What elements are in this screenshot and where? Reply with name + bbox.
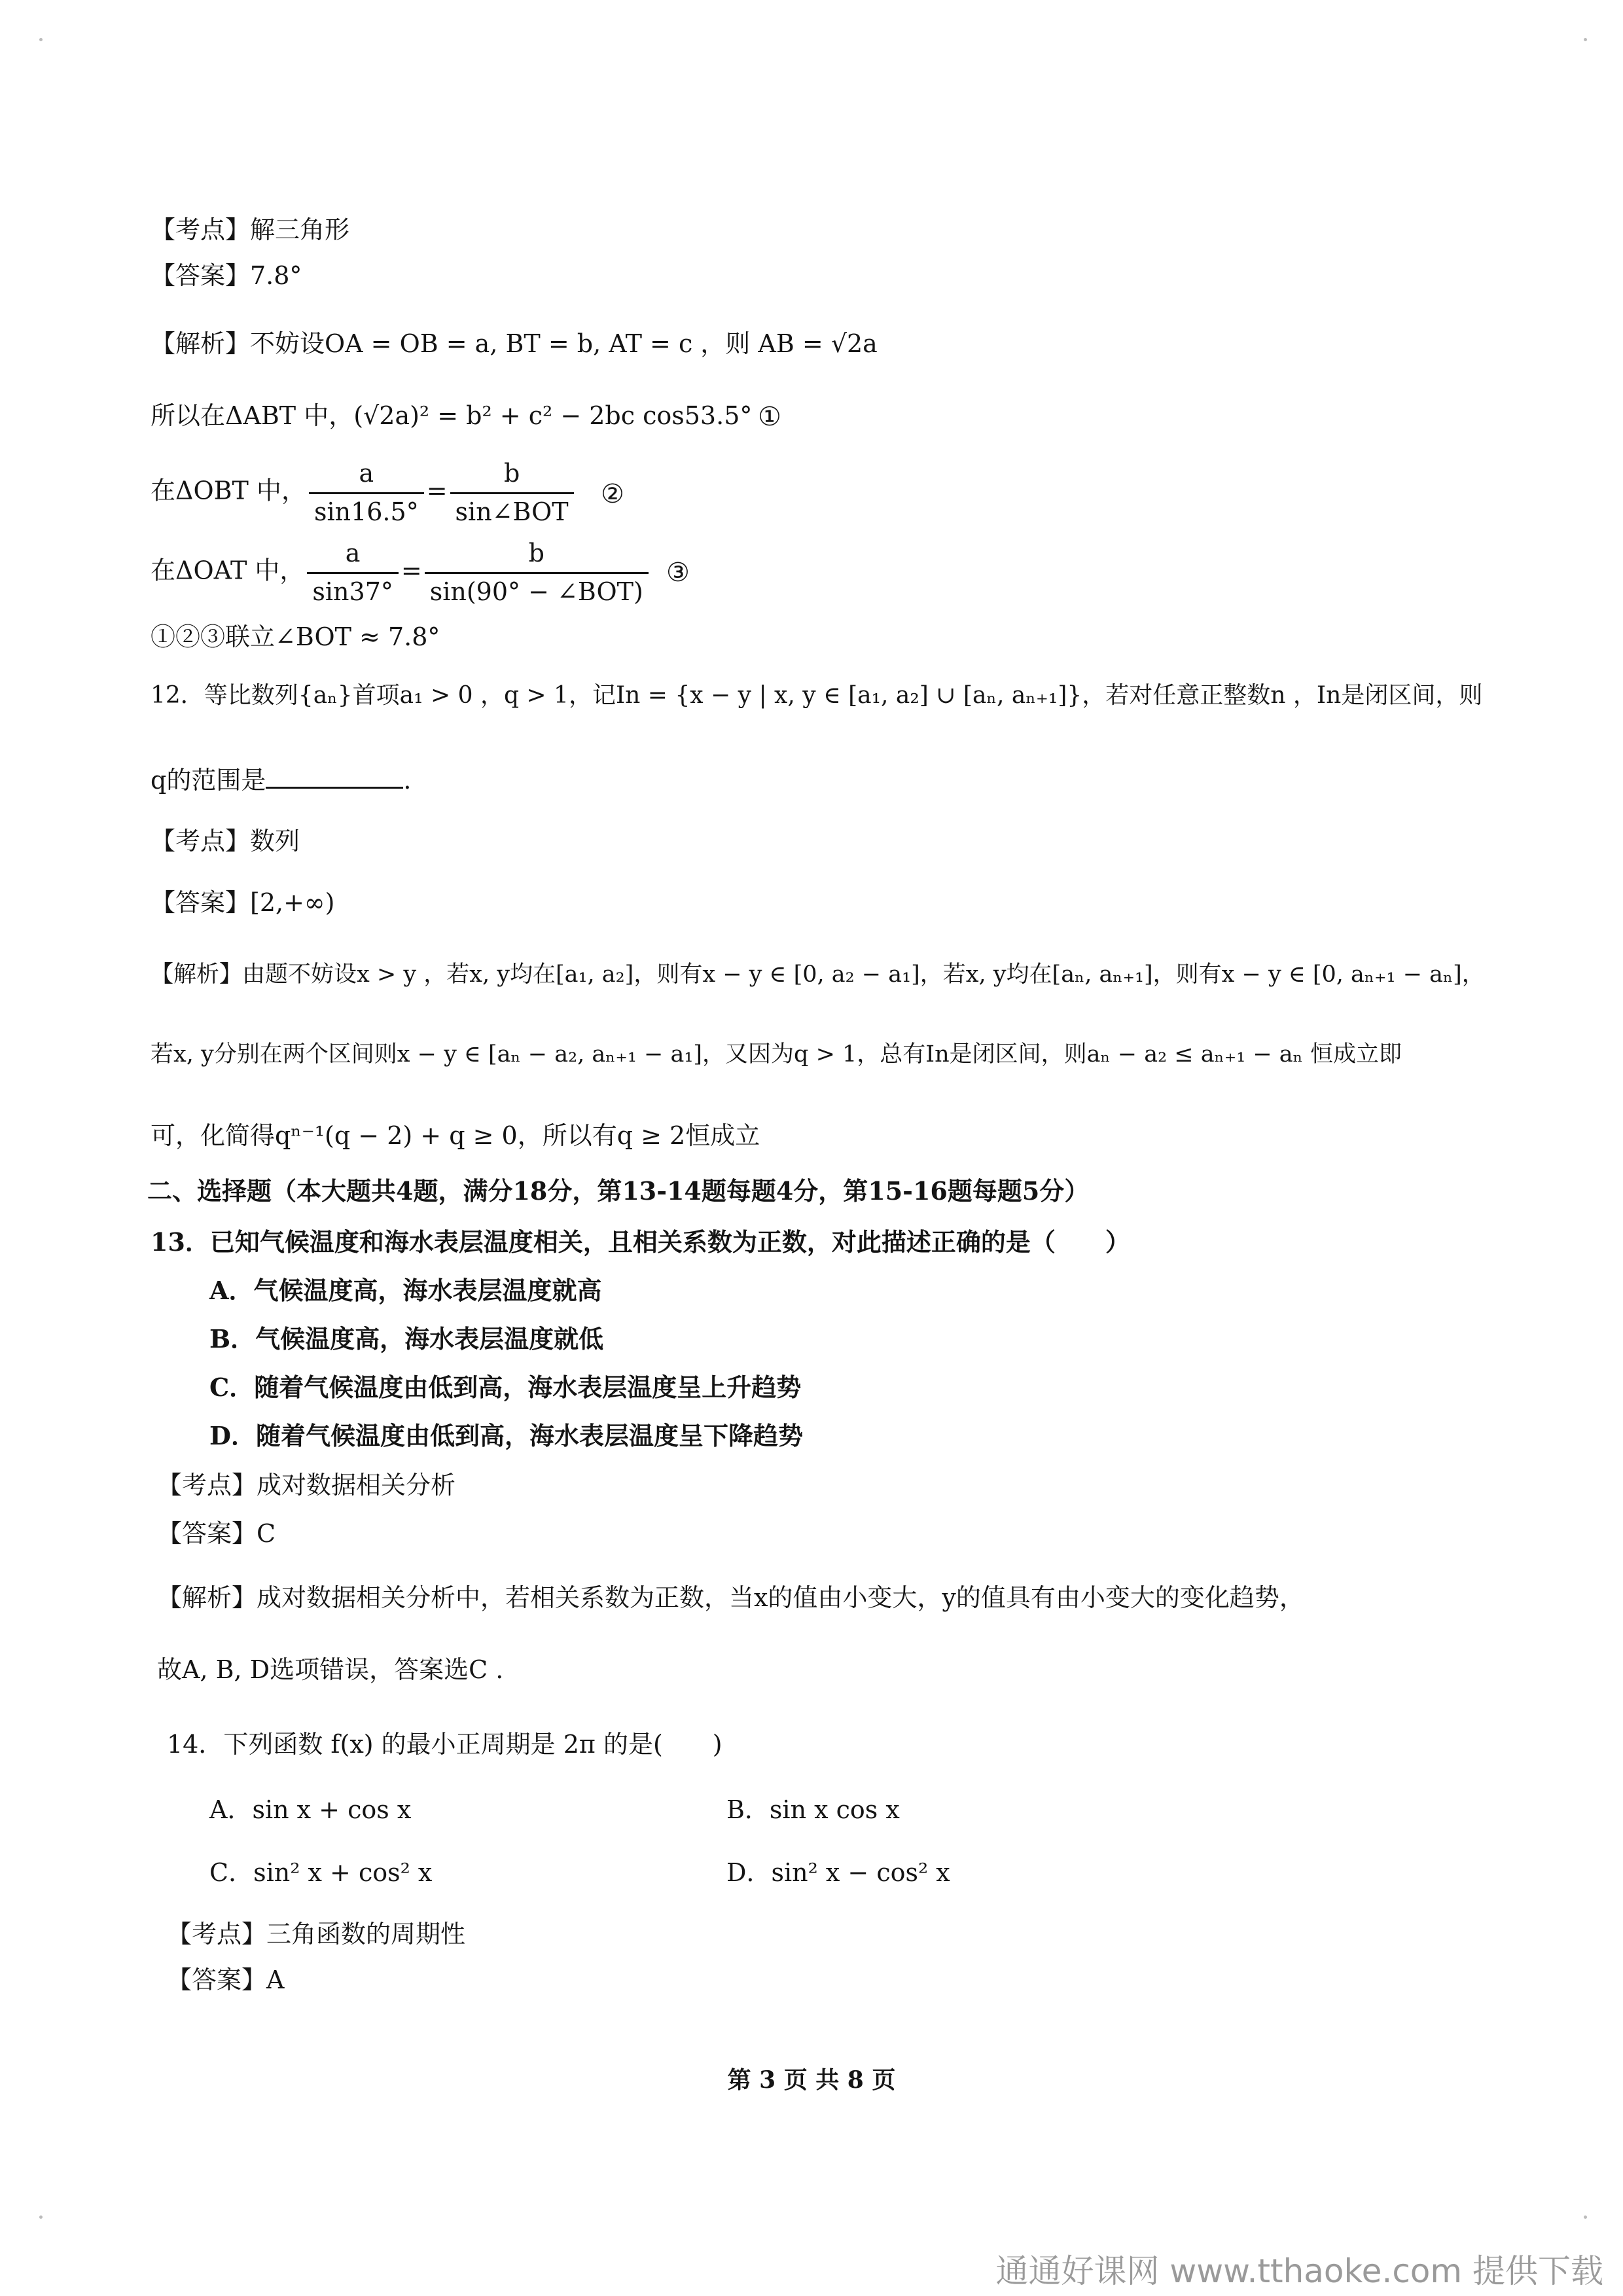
page-number: 第 3 页 共 8 页 <box>727 2066 896 2094</box>
equals: = <box>401 556 422 585</box>
q11-line1: 所以在ΔABT 中，(√2a)² = b² + c² − 2bc cos53.5° <box>151 401 753 430</box>
q14-stem: 14．下列函数 f(x) 的最小正周期是 2π 的是( ) <box>167 1730 722 1759</box>
scan-mark <box>1584 2215 1587 2219</box>
q13-option-b: B．气候温度高，海水表层温度就低 <box>209 1324 604 1354</box>
q14-answer: 【答案】A <box>167 1965 285 1994</box>
q11-line4: ①②③联立∠BOT ≈ 7.8° <box>151 622 440 651</box>
watermark: 通通好课网 www.tthaoke.com 提供下载 <box>995 2252 1603 2290</box>
q13-option-c: C．随着气候温度由低到高，海水表层温度呈上升趋势 <box>209 1372 802 1402</box>
q14-kaodian: 【考点】三角函数的周期性 <box>167 1920 466 1948</box>
q13-kaodian: 【考点】成对数据相关分析 <box>157 1471 456 1499</box>
q12-stem-prefix: q的范围是 <box>151 766 266 795</box>
scan-mark <box>39 2215 43 2219</box>
q13-answer: 【答案】C <box>157 1519 276 1548</box>
answer-blank <box>266 764 403 789</box>
scan-mark <box>1584 38 1587 41</box>
fraction <box>425 538 649 607</box>
q13-option-d: D．随着气候温度由低到高，海水表层温度呈下降趋势 <box>209 1421 803 1450</box>
fraction <box>309 458 424 528</box>
q13-jiexi-1: 【解析】成对数据相关分析中，若相关系数为正数，当x的值由小变大，y的值具有由小变大的变化趋势， <box>157 1583 1304 1612</box>
denominator: sin(90° − ∠BOT) <box>429 577 643 606</box>
q12-answer: 【答案】[2,+∞) <box>151 888 335 917</box>
q14-option-d: D．sin² x − cos² x <box>726 1858 950 1887</box>
mark-3: ③ <box>666 558 690 588</box>
q11-kaodian: 【考点】解三角形 <box>151 215 350 244</box>
q13-jiexi-2: 故A, B, D选项错误，答案选C . <box>157 1655 504 1684</box>
fraction <box>450 458 574 528</box>
q11-jiexi: 【解析】不妨设OA = OB = a, BT = b, AT = c ，则 AB = √2a <box>151 329 878 358</box>
q12-stem: 12．等比数列{aₙ}首项a₁ > 0 ，q > 1，记In = {x − y | x, y ∈ [a₁, a₂] ∪ [aₙ, aₙ₊₁]}，若对任意正整数n ，In是闭区间，则 <box>151 682 1483 709</box>
q12-stem-suffix: . <box>403 766 412 795</box>
q12-jiexi-1: 【解析】由题不妨设x > y ，若x, y均在[a₁, a₂]，则有x − y ∈ [0, a₂ − a₁]，若x, y均在[aₙ, aₙ₊₁]，则有x − y ∈ [0, aₙ₊₁ − aₙ]， <box>151 961 1485 988</box>
q14-option-a: A．sin x + cos x <box>209 1795 412 1824</box>
section-heading: 二、选择题（本大题共4题，满分18分，第13-14题每题4分，第15-16题每题5分） <box>147 1176 1090 1206</box>
denominator: sin16.5° <box>313 497 419 526</box>
denominator: sin37° <box>312 577 393 606</box>
q12-stem-2 <box>151 764 411 797</box>
line3-prefix: 在ΔOAT 中， <box>151 556 305 585</box>
numerator: b <box>450 458 574 494</box>
numerator: a <box>307 538 398 574</box>
q11-line2 <box>151 458 577 528</box>
q11-answer: 【答案】7.8° <box>151 261 302 290</box>
mark-2: ② <box>601 479 624 509</box>
denominator: sin∠BOT <box>455 497 569 526</box>
q12-kaodian: 【考点】数列 <box>151 827 300 855</box>
q13-stem: 13．已知气候温度和海水表层温度相关，且相关系数为正数，对此描述正确的是（ ） <box>151 1227 1130 1257</box>
q14-option-c: C．sin² x + cos² x <box>209 1858 433 1887</box>
scan-mark <box>39 38 43 41</box>
fraction <box>307 538 398 607</box>
q12-jiexi-3: 可，化简得qⁿ⁻¹(q − 2) + q ≥ 0，所以有q ≥ 2恒成立 <box>151 1121 760 1150</box>
equals: = <box>426 476 448 505</box>
mark-1: ① <box>758 402 781 432</box>
numerator: a <box>309 458 424 494</box>
q13-option-a: A．气候温度高，海水表层温度就高 <box>209 1276 602 1305</box>
q12-jiexi-2: 若x, y分别在两个区间则x − y ∈ [aₙ − a₂, aₙ₊₁ − a₁]，又因为q > 1，总有In是闭区间，则aₙ − a₂ ≤ aₙ₊₁ − aₙ 恒成立即 <box>151 1041 1402 1067</box>
q14-option-b: B．sin x cos x <box>726 1795 900 1824</box>
q11-line3 <box>151 538 651 607</box>
line2-prefix: 在ΔOBT 中， <box>151 476 306 505</box>
numerator: b <box>425 538 649 574</box>
